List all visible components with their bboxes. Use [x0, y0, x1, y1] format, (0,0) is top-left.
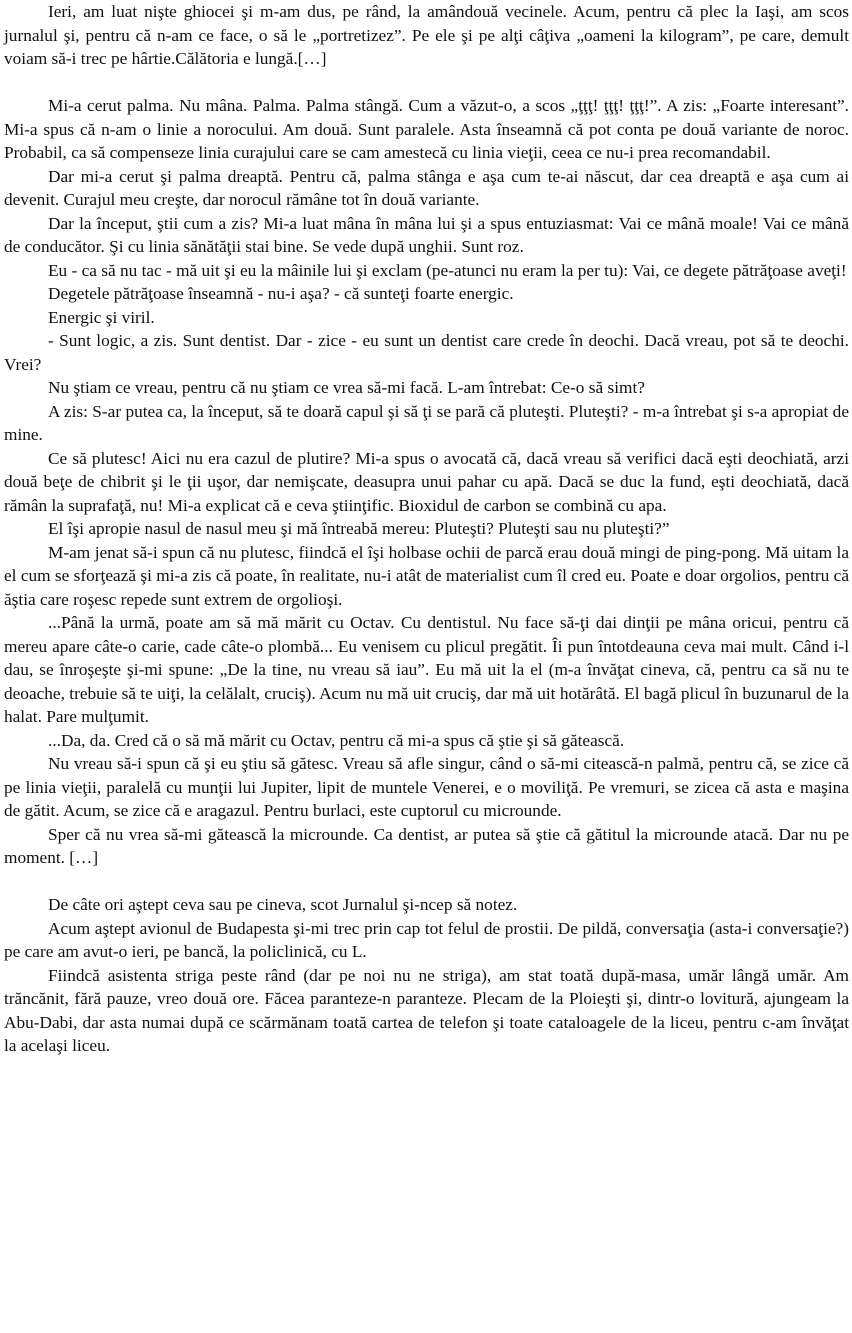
paragraph: Energic şi viril. [48, 307, 155, 327]
paragraph: Mi-a cerut palma. Nu mâna. Palma. Palma stângă. Cum a văzut-o, a scos „ţţţ! ţţţ! ţţţ!”. A zis: „Foarte interesant”. Mi-a spus că n-am o linie a norocului. Am două. Sunt paralele. Asta înseamnă că pot conta pe două variante de noroc. Probabil, ca să compenseze linia curajului care se cam amestecă cu linia vieţii, ceea ce nu-i prea recomandabil. [4, 96, 849, 162]
paragraph: Degetele pătrăţoase înseamnă - nu-i aşa? - că sunteţi foarte energic. [48, 284, 514, 303]
paragraph: Nu vreau să-i spun că şi eu ştiu să gătesc. Vreau să afle singur, când o să-mi citească-n palmă, pentru că, se zice că pe linia vieţii, paralelă cu munţii lui Jupiter, lipit de muntele Venerei, e o moviliţă. Pe vremuri, se zicea că asta e maşina de gătit. Acum, se zice că e aragazul. Pentru burlaci, este cuptorul cu microunde. [4, 754, 849, 820]
paragraph: Dar la început, ştii cum a zis? Mi-a luat mâna în mâna lui şi a spus entuziasmat: Vai ce mână moale! Vai ce mână de conducător. Şi cu linia sănătăţii stai bine. Se vede după unghii. Sunt roz. [4, 213, 849, 256]
paragraph: Eu - ca să nu tac - mă uit şi eu la mâinile lui şi exclam (pe-atunci nu eram la per tu): Vai, ce degete pătrăţoase aveţi! [48, 260, 847, 280]
paragraph: Dar mi-a cerut şi palma dreaptă. Pentru că, palma stânga e aşa cum te-ai născut, dar cea dreaptă e aşa cum ai devenit. Curajul meu creşte, dar norocul rămâne tot în două variante. [4, 166, 849, 209]
paragraph: Ieri, am luat nişte ghiocei şi m-am dus, pe rând, la amândouă vecinele. Acum, pentru că plec la Iaşi, am scos jurnalul şi, pentru că n-am ce face, o să le „portretizez”. Pe ele şi pe alţi câţiva „oameni la kilogram”, pe care, demult voiam să-i trec pe hârtie.Călătoria e lungă.[…] [4, 2, 849, 68]
paragraph: Nu ştiam ce vreau, pentru că nu ştiam ce vrea să-mi facă. L-am întrebat: Ce-o să simt? [48, 378, 645, 397]
paragraph: ...Până la urmă, poate am să mă mărit cu Octav. Cu dentistul. Nu face să-ţi dai dinţii pe mâna oricui, pentru că mereu apare câte-o carie, cade câte-o plombă... Eu venisem cu plicul pregătit. Îi pun întotdeauna ceva mai mult. Când i-l dau, se înroşeşte şi-mi spune: „De la tine, nu vreau să iau”. Eu mă uit la el (m-a învăţat cineva, că, pentru ca să nu te deoache, trebuie să te uiţi, la celălalt, cruciş). Acum nu mă uit cruciş, dar mă uit hotărâtă. El bagă plicul în buzunarul de la halat. Pare mulţumit. [4, 613, 849, 726]
paragraph: De câte ori aştept ceva sau pe cineva, scot Jurnalul şi-ncep să notez. [48, 895, 518, 914]
paragraph: - Sunt logic, a zis. Sunt dentist. Dar - zice - eu sunt un dentist care crede în deochi. Dacă vreau, pot să te deochi. Vrei? [4, 331, 849, 374]
paragraph: El îşi apropie nasul de nasul meu şi mă întreabă mereu: Pluteşti? Pluteşti sau nu pluteşti?” [48, 519, 670, 538]
paragraph: Ce să plutesc! Aici nu era cazul de plutire? Mi-a spus o avocată că, dacă vreau să verifici dacă eşti deochiată, arzi două beţe de chibrit şi le ţii uşor, dar nemişcate, deasupra unui pahar cu apă. Dacă se duc la fund, eşti deochiată, dacă rămân la suprafaţă, nu! Mi-a explicat că e ceva ştiinţific. Bioxidul de carbon se combină cu apa. [4, 448, 849, 515]
paragraph: ...Da, da. Cred că o să mă mărit cu Octav, pentru că mi-a spus că ştie şi să gătească. [48, 730, 625, 750]
paragraph: Acum aştept avionul de Budapesta şi-mi trec prin cap tot felul de prostii. De pildă, conversaţia (asta-i conversaţie?) pe care am avut-o ieri, pe bancă, la policlinică, cu L. [4, 918, 849, 961]
paragraph: Fiindcă asistenta striga peste rând (dar pe noi nu ne striga), am stat toată după-masa, umăr lângă umăr. Am trăncănit, fără pauze, vreo două ore. Făcea paranteze-n paranteze. Plecam de la Ploieşti şi, dintr-o lovitură, ajungeam la Abu-Dabi, dar asta numai după ce scărmănam toată cartea de telefon şi toate cataloagele de la liceu, pentru c-am învăţat la acelaşi liceu. [4, 965, 849, 1055]
paragraph: A zis: S-ar putea ca, la început, să te doară capul şi să ţi se pară că pluteşti. Pluteşti? - m-a întrebat şi s-a apropiat de mine. [4, 401, 849, 444]
paragraph: M-am jenat să-i spun că nu plutesc, fiindcă el îşi holbase ochii de parcă erau două mingi de ping-pong. Mă uitam la el cum se sforţează şi mi-a zis că poate, în realitate, nu-i atât de materialist cum îl cred eu. Poate e doar orgolios, pentru că ăştia care roşesc repede sunt extrem de orgolioşi. [4, 542, 849, 609]
paragraph: Sper că nu vrea să-mi gătească la microunde. Ca dentist, ar putea să ştie că gătitul la microunde atacă. Dar nu pe moment. […] [4, 824, 849, 867]
